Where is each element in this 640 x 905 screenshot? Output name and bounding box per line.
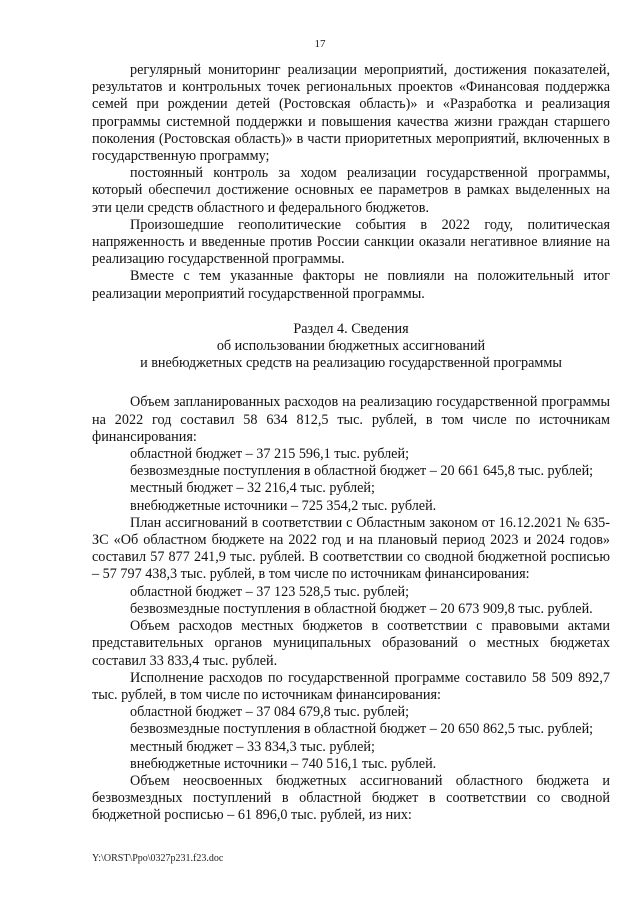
list-item: внебюджетные источники – 725 354,2 тыс. рублей.	[130, 497, 437, 514]
file-path-footer: Y:\ORST\Ppo\0327p231.f23.doc	[92, 853, 224, 864]
section-heading	[92, 321, 610, 373]
paragraph-monitoring: регулярный мониторинг реализации мероприятий, достижения показателей, результатов и контрольных точек региональных проектов «Финансовая поддержка семей при рождении детей (Ростовская область)» и «Разработка и реализация программы системной поддержки и повышения качества жизни граждан старшего поколения (Ростовская область)» в части приоритетных мероприятий, включенных в государственную программу;	[92, 62, 610, 165]
section-subtitle-line1: об использовании бюджетных ассигнований	[216, 338, 486, 355]
document-body	[92, 62, 610, 825]
list-item: местный бюджет – 33 834,3 тыс. рублей;	[130, 738, 375, 755]
section-subtitle-line2: и внебюджетных средств на реализацию государственной программы	[140, 355, 562, 372]
list-item: местный бюджет – 32 216,4 тыс. рублей;	[130, 480, 375, 497]
paragraph-control: постоянный контроль за ходом реализации государственной программы, который обеспечил достижение основных ее параметров в рамках выделенных на эти цели средств областного и федерального бюджетов.	[92, 165, 610, 216]
list-item: областной бюджет – 37 084 679,8 тыс. рублей;	[130, 704, 410, 721]
paragraph-local-budgets: Объем расходов местных бюджетов в соответствии с правовыми актами представительных органов муниципальных образований о местных бюджетах составил 33 833,4 тыс. рублей.	[92, 618, 610, 669]
paragraph-execution: Исполнение расходов по государственной программе составило 58 509 892,7 тыс. рублей, в том числе по источникам финансирования:	[92, 669, 610, 703]
list-item: безвозмездные поступления в областной бюджет – 20 661 645,8 тыс. рублей;	[130, 463, 594, 480]
paragraph-geopolitics: Произошедшие геополитические события в 2022 году, политическая напряженность и введенные против России санкции оказали негативное влияние на реализацию государственной программы.	[92, 216, 610, 268]
list-item: безвозмездные поступления в областной бюджет – 20 673 909,8 тыс. рублей.	[130, 600, 593, 617]
list-item: областной бюджет – 37 215 596,1 тыс. рублей;	[130, 446, 410, 463]
list-item: внебюджетные источники – 740 516,1 тыс. рублей.	[130, 755, 437, 772]
paragraph-planned-expenses: Объем запланированных расходов на реализацию государственной программы на 2022 год составил 58 634 812,5 тыс. рублей, в том числе по источникам финансирования:	[92, 394, 610, 445]
page-number: 17	[314, 38, 326, 50]
paragraph-result: Вместе с тем указанные факторы не повлияли на положительный итог реализации мероприятий государственной программы.	[92, 268, 610, 302]
list-item: областной бюджет – 37 123 528,5 тыс. рублей;	[130, 583, 410, 600]
paragraph-allocation-plan: План ассигнований в соответствии с Областным законом от 16.12.2021 № 635-ЗС «Об областном бюджете на 2022 год и на плановый период 2023 и 2024 годов» составил 57 877 241,9 тыс. рублей. В соответствии со сводной бюджетной росписью – 57 797 438,3 тыс. рублей, в том числе по источникам финансирования:	[92, 514, 610, 583]
section-title: Раздел 4. Сведения	[293, 320, 409, 337]
list-item: безвозмездные поступления в областной бюджет – 20 650 862,5 тыс. рублей;	[130, 721, 594, 738]
paragraph-unspent: Объем неосвоенных бюджетных ассигнований областного бюджета и безвозмездных поступлений в областной бюджет в соответствии со сводной бюджетной росписью – 61 896,0 тыс. рублей, из них:	[92, 772, 610, 824]
